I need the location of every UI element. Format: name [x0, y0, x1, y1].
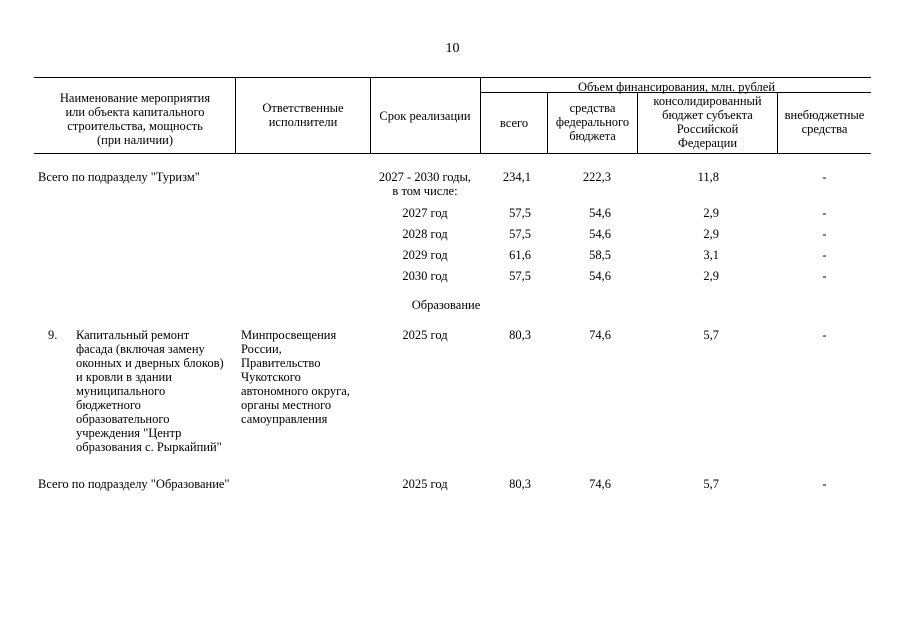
term-cell: 2027 - 2030 годы, в том числе:: [378, 170, 472, 198]
total-cell: 80,3: [509, 477, 531, 491]
header-extra: внебюджетные средства: [784, 108, 865, 136]
extra-cell: -: [822, 170, 827, 184]
header-financing: Объем финансирования, млн. рублей: [577, 80, 776, 94]
term-cell: 2025 год: [402, 328, 448, 342]
header-bottom-border: [34, 153, 871, 154]
header-total: всего: [499, 116, 529, 130]
total-cell: 61,6: [509, 248, 531, 262]
federal-cell: 222,3: [582, 170, 611, 184]
item-name: Капитальный ремонт фасада (включая замену оконных и дверных блоков) и кровли в здании муниципального бюджетного образовательного учреждения "Центр образования с. Рыркайпий": [76, 328, 224, 454]
regional-cell: 2,9: [703, 269, 719, 283]
total-cell: 57,5: [509, 227, 531, 241]
federal-cell: 54,6: [589, 206, 611, 220]
regional-cell: 2,9: [703, 227, 719, 241]
federal-cell: 54,6: [589, 227, 611, 241]
federal-cell: 74,6: [589, 477, 611, 491]
header-regional: консолидированный бюджет субъекта Российской Федерации: [653, 94, 762, 150]
extra-cell: -: [822, 248, 827, 262]
table-top-border: [34, 77, 871, 78]
term-cell: 2030 год: [402, 269, 448, 283]
term-cell: 2027 год: [402, 206, 448, 220]
extra-cell: -: [822, 206, 827, 220]
item-responsible: Минпросвещения России, Правительство Чукотского автономного округа, органы местного самоуправления: [241, 328, 350, 426]
tourism-summary-label: Всего по подразделу "Туризм": [38, 170, 200, 184]
item-number: 9.: [48, 328, 58, 342]
section-title-education: Образование: [411, 298, 481, 312]
federal-cell: 58,5: [589, 248, 611, 262]
page-number: 10: [445, 41, 460, 56]
col-divider-1: [235, 77, 236, 154]
total-cell: 234,1: [502, 170, 531, 184]
header-term: Срок реализации: [379, 109, 471, 123]
total-cell: 57,5: [509, 269, 531, 283]
extra-cell: -: [822, 227, 827, 241]
regional-cell: 11,8: [697, 170, 719, 184]
federal-cell: 54,6: [589, 269, 611, 283]
extra-cell: -: [822, 269, 827, 283]
header-name: Наименование мероприятия или объекта капитального строительства, мощность (при наличии): [59, 91, 211, 147]
regional-cell: 5,7: [703, 477, 719, 491]
total-cell: 57,5: [509, 206, 531, 220]
education-summary-label: Всего по подразделу "Образование": [38, 477, 230, 491]
regional-cell: 3,1: [703, 248, 719, 262]
regional-cell: 5,7: [703, 328, 719, 342]
total-cell: 80,3: [509, 328, 531, 342]
header-federal: средства федерального бюджета: [555, 101, 630, 143]
term-cell: 2028 год: [402, 227, 448, 241]
extra-cell: -: [822, 328, 827, 342]
federal-cell: 74,6: [589, 328, 611, 342]
regional-cell: 2,9: [703, 206, 719, 220]
extra-cell: -: [822, 477, 827, 491]
term-cell: 2029 год: [402, 248, 448, 262]
term-cell: 2025 год: [402, 477, 448, 491]
header-responsible: Ответственные исполнители: [262, 101, 344, 129]
